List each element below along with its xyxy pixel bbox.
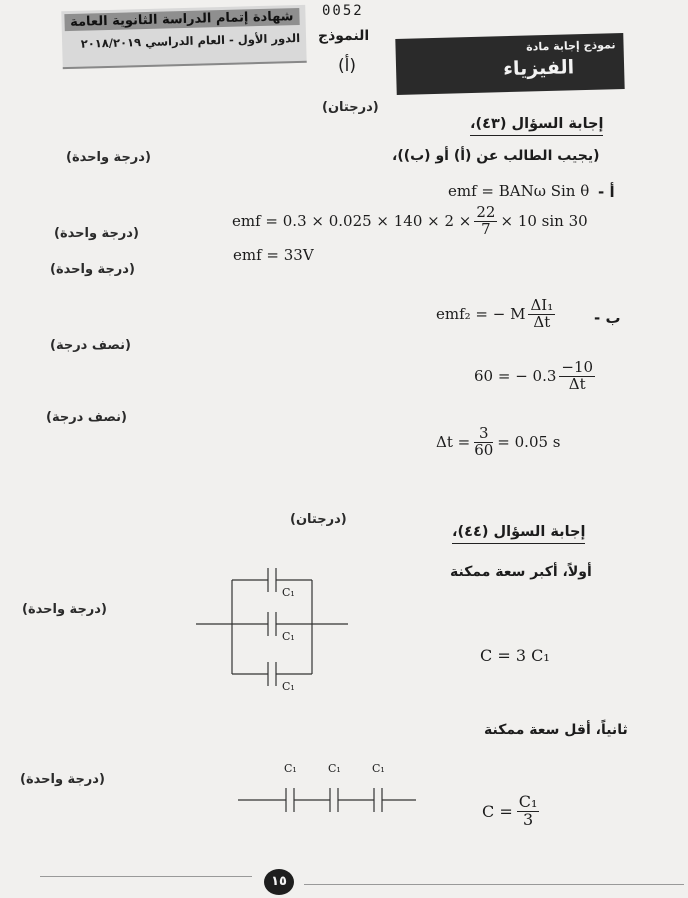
model-label: النموذج: [318, 28, 370, 44]
fraction-3-60: [474, 426, 493, 459]
equation-lhs: Δt =: [436, 433, 471, 452]
capacitor-label: C₁: [282, 586, 295, 599]
equation-lhs: 60 = − 0.3: [474, 367, 557, 386]
q43-title: إجابة السؤال (٤٣)،: [470, 116, 603, 136]
capacitor-label: C₁: [372, 762, 385, 775]
fraction-denominator: Δt: [533, 312, 551, 331]
footer-line-right: [304, 884, 684, 885]
q44-second-part: ثانياً، أقل سعة ممكنة: [484, 722, 628, 738]
serial-number: 0052: [322, 3, 364, 19]
series-capacitors-diagram: [238, 756, 418, 816]
fraction-c1-3: [517, 794, 540, 829]
q44-title: إجابة السؤال (٤٤)،: [452, 524, 585, 544]
fraction-denominator: 60: [474, 440, 494, 459]
exam-title: شهادة إتمام الدراسة الثانوية العامة: [64, 8, 300, 31]
q44-first-part: أولاً، أكبر سعة ممكنة: [450, 564, 592, 580]
subject-caption: نموذج إجابة مادة: [526, 38, 616, 54]
fraction-numerator: −10: [561, 358, 594, 376]
q43-mark-substitution: (درجة واحدة): [54, 226, 139, 241]
footer-line-left: [40, 876, 252, 877]
q44-mark-second: (درجة واحدة): [20, 772, 105, 787]
q44-marks: (درجتان): [290, 512, 347, 527]
capacitor-label: C₁: [282, 630, 295, 643]
emf-substitution: [232, 205, 588, 238]
exam-title-banner: [61, 5, 306, 69]
emf-formula: emf = BANω Sin θ: [448, 182, 590, 200]
fraction-minus10-delta-t: [559, 360, 595, 393]
fraction-numerator: 22: [476, 203, 496, 221]
page-number: ١٥: [264, 869, 294, 895]
part-b-label: ب -: [594, 309, 621, 327]
fraction-denominator: Δt: [568, 374, 586, 393]
q43-mark-b: (نصف درجة): [50, 338, 131, 353]
equation-lhs: emf₂ = − M: [436, 305, 526, 324]
q43-mark-instruction: (درجة واحدة): [66, 150, 151, 165]
time-result: [436, 426, 561, 459]
subject-name: الفيزياء: [502, 56, 575, 81]
parallel-capacitors-diagram: [196, 560, 356, 696]
fraction-numerator: C₁: [518, 792, 538, 811]
fraction-numerator: 3: [474, 426, 493, 443]
substitution-suffix: × 10 sin 30: [500, 212, 588, 231]
min-capacitance-result: [482, 794, 539, 829]
exam-session: الدور الأول - العام الدراسي ٢٠١٨/٢٠١٩: [80, 30, 301, 51]
capacitor-label: C₁: [328, 762, 341, 775]
emf-result: emf = 33V: [233, 246, 314, 264]
q43-mark-b3: (نصف درجة): [46, 410, 127, 425]
capacitor-label: C₁: [282, 680, 295, 693]
part-a-label: أ -: [598, 183, 615, 201]
fraction-numerator: ΔI₁: [530, 296, 554, 314]
substituted-equation: [474, 360, 595, 393]
q43-marks: (درجتان): [322, 100, 379, 115]
q43-instruction: (يجيب الطالب عن (أ) أو (ب))،: [392, 148, 600, 164]
fraction-delta-i-delta-t: [528, 298, 555, 331]
fraction-denominator: 7: [481, 219, 491, 238]
q44-mark-first: (درجة واحدة): [22, 602, 107, 617]
fraction-denominator: 3: [522, 809, 534, 829]
capacitor-label: C₁: [284, 762, 297, 775]
equation-lhs: C =: [482, 801, 513, 821]
model-value: (أ): [338, 56, 357, 76]
subject-banner: [395, 33, 624, 95]
equation-rhs: = 0.05 s: [497, 433, 561, 452]
max-capacitance-result: C = 3 C₁: [480, 646, 550, 665]
q43-mark-result: (درجة واحدة): [50, 262, 135, 277]
mutual-induction-equation: [436, 298, 555, 331]
substitution-prefix: emf = 0.3 × 0.025 × 140 × 2 ×: [232, 212, 472, 231]
fraction-22-7: [474, 205, 497, 238]
